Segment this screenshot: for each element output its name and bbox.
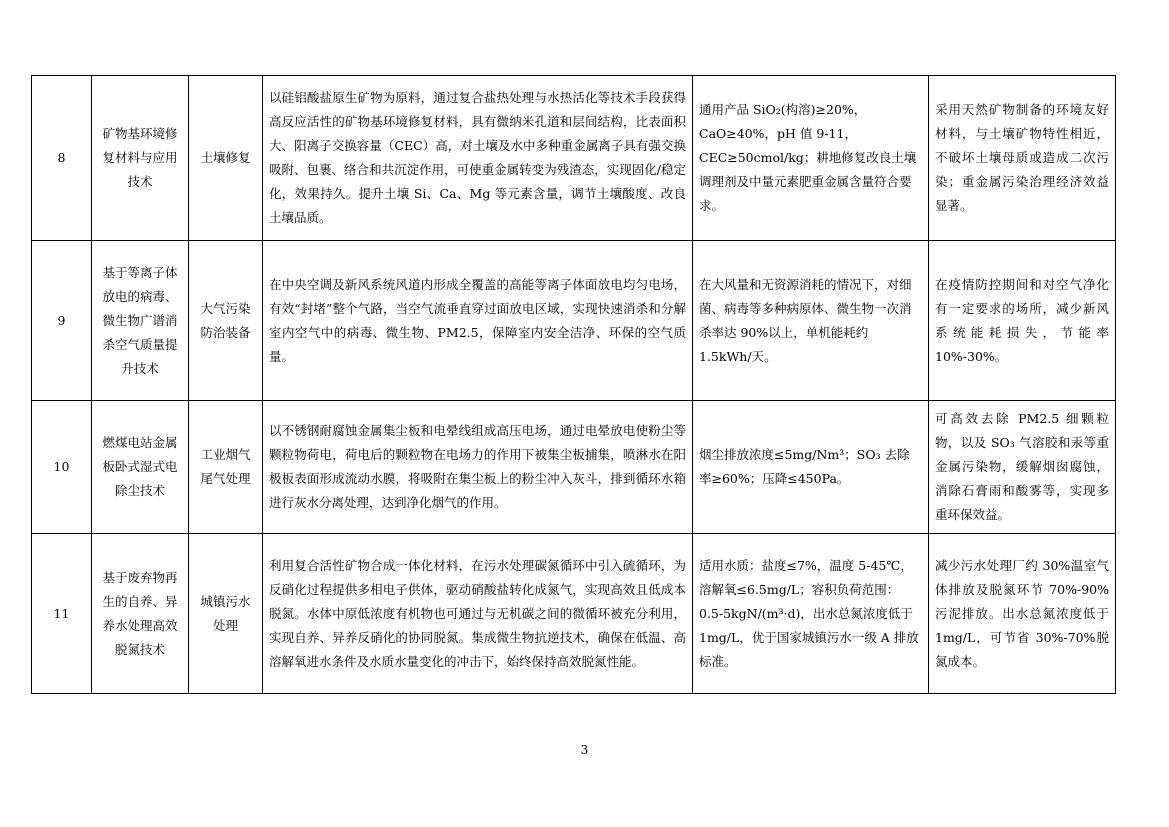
technology-description: 以不锈钢耐腐蚀金属集尘板和电晕线组成高压电场，通过电晕放电使粉尘等颗粒物荷电，荷电后的颗粒物在电场力的作用下被集尘板捕集，喷淋水在阳极板表面形成流动水膜，将吸附在集尘板上的粉尘冲入灰斗，排到循环水箱进行灰水分离处理，达到净化烟气的作用。 (263, 401, 693, 534)
row-number: 9 (32, 241, 92, 401)
application-field: 工业烟气尾气处理 (189, 401, 263, 534)
technology-description: 以硅铝酸盐原生矿物为原料，通过复合盐热处理与水热活化等技术手段获得高反应活性的矿物基环境修复材料，具有微纳米孔道和层间结构，比表面积大、阳离子交换容量（CEC）高，对土壤及水中多种重金属离子具有强交换吸附、包裹、络合和共沉淀作用，可使重金属转变为残渣态，实现固化/稳定化，效果持久。提升土壤 Si、Ca、Mg 等元素含量，调节土壤酸度、改良土壤品质。 (263, 76, 693, 241)
technology-table (31, 75, 1116, 694)
technology-name: 矿物基环境修复材料与应用技术 (92, 76, 189, 241)
table-row (32, 401, 1116, 534)
technical-indicators: 适用水质：盐度≤7%，温度 5-45℃，溶解氧≤6.5mg/L；容积负荷范围：0.5-5kgN/(m³·d)，出水总氮浓度低于 1mg/L，优于国家城镇污水一级 A 排放标准。 (693, 534, 929, 694)
technical-indicators: 在大风量和无资源消耗的情况下，对细菌、病毒等多种病原体、微生物一次消杀率达 90%以上，单机能耗约 1.5kWh/天。 (693, 241, 929, 401)
benefits: 在疫情防控期间和对空气净化有一定要求的场所，减少新风系统能耗损失，节能率 10%-30%。 (929, 241, 1116, 401)
technical-indicators: 烟尘排放浓度≤5mg/Nm³；SO₃ 去除率≥60%；压降≤450Pa。 (693, 401, 929, 534)
table-row (32, 534, 1116, 694)
row-number: 8 (32, 76, 92, 241)
technology-name: 燃煤电站金属板卧式湿式电除尘技术 (92, 401, 189, 534)
application-field: 大气污染防治装备 (189, 241, 263, 401)
technology-description: 在中央空调及新风系统风道内形成全覆盖的高能等离子体面放电均匀电场，有效“封堵”整个气路，当空气流垂直穿过面放电区域，实现快速消杀和分解室内空气中的病毒、微生物、PM2.5，保障室内安全洁净、环保的空气质量。 (263, 241, 693, 401)
table-row (32, 76, 1116, 241)
application-field: 城镇污水处理 (189, 534, 263, 694)
benefits: 采用天然矿物制备的环境友好材料，与土壤矿物特性相近，不破坏土壤母质或造成二次污染；重金属污染治理经济效益显著。 (929, 76, 1116, 241)
table-row (32, 241, 1116, 401)
row-number: 10 (32, 401, 92, 534)
benefits: 可高效去除 PM2.5 细颗粒物，以及 SO₃ 气溶胶和汞等重金属污染物，缓解烟囱腐蚀，消除石膏雨和酸雾等，实现多重环保效益。 (929, 401, 1116, 534)
benefits: 减少污水处理厂约 30%温室气体排放及脱氮环节 70%-90%污泥排放。出水总氮浓度低于 1mg/L，可节省 30%-70%脱氮成本。 (929, 534, 1116, 694)
row-number: 11 (32, 534, 92, 694)
technology-description: 利用复合活性矿物合成一体化材料，在污水处理碳氮循环中引入硫循环，为反硝化过程提供多相电子供体，驱动硝酸盐转化成氮气，实现高效且低成本脱氮。水体中原低浓度有机物也可通过与无机碳之间的微循环被充分利用，实现自养、异养反硝化的协同脱氮。集成微生物抗逆技术，确保在低温、高溶解氧进水条件及水质水量变化的冲击下，始终保持高效脱氮性能。 (263, 534, 693, 694)
application-field: 土壤修复 (189, 76, 263, 241)
technology-name: 基于废弃物再生的自养、异养水处理高效脱氮技术 (92, 534, 189, 694)
page-number: 3 (580, 743, 589, 757)
technology-name: 基于等离子体放电的病毒、微生物广谱消杀空气质量提升技术 (92, 241, 189, 401)
technical-indicators: 通用产品 SiO₂(构溶)≥20%，CaO≥40%，pH 值 9-11，CEC≥50cmol/kg；耕地修复改良土壤调理剂及中量元素肥重金属含量符合要求。 (693, 76, 929, 241)
